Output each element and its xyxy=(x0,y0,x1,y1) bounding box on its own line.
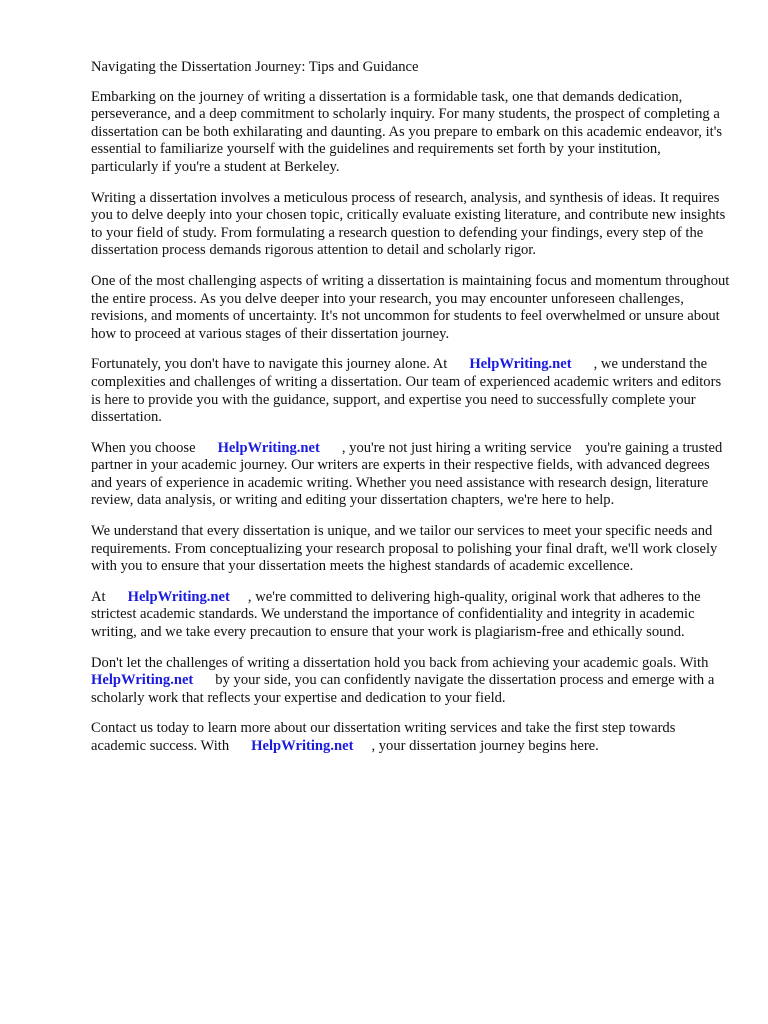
paragraph-process: Writing a dissertation involves a meticulous process of research, analysis, and synthesis of ideas. It requires you to delve deeply into your chosen topic, critically evaluate existing literature, and contribute new insights to your field of study. From formulating a research question to defending your findings, every step of the dissertation process demands rigorous attention to detail and scholarly rigor. xyxy=(91,189,726,259)
helpwriting-link[interactable]: HelpWriting.net xyxy=(127,588,230,605)
text-segment: , we understand the complexities and challenges of writing a dissertation. Our team of experienced academic writers and editors is here to provide you with the guidance, support, and expertise you need to successfully complete your dissertation. xyxy=(91,356,722,426)
text-segment: Don't let the challenges of writing a dissertation hold you back from achieving your academic goals. With xyxy=(91,654,709,671)
helpwriting-link[interactable]: HelpWriting.net xyxy=(469,356,572,373)
helpwriting-link[interactable]: HelpWriting.net xyxy=(251,738,354,754)
text-segment: When you choose xyxy=(91,439,196,456)
text-segment: , you're not just hiring a writing service xyxy=(341,439,572,456)
paragraph-dont-let xyxy=(91,655,731,708)
paragraph-fortunately xyxy=(91,356,731,426)
paragraph-choose xyxy=(91,440,731,510)
text-segment: At xyxy=(91,588,106,605)
text-segment: , we're committed to delivering high-quality, original work that adheres to the strictest academic standards. We understand the importance of confidentiality and integrity in academic writing, and we take every precaution to ensure that your work is plagiarism-free and ethically sound. xyxy=(91,588,701,641)
document-title: Navigating the Dissertation Journey: Tips and Guidance xyxy=(91,59,419,75)
helpwriting-link[interactable]: HelpWriting.net xyxy=(91,672,194,689)
text-segment: by your side, you can confidently navigate the dissertation process and emerge with a scholarly work that reflects your expertise and dedication to your field. xyxy=(91,672,715,706)
document-page xyxy=(91,59,731,769)
text-segment: Contact us today to learn more about our dissertation writing services and take the first step towards academic success. With xyxy=(91,720,676,754)
paragraph-committed xyxy=(91,589,731,642)
paragraph-contact xyxy=(91,720,731,755)
paragraph-unique: We understand that every dissertation is unique, and we tailor our services to meet your specific needs and requirements. From conceptualizing your research proposal to polishing your final draft, we'll work closely with you to ensure that your dissertation meets the highest standards of academic excellence. xyxy=(91,523,718,575)
paragraph-intro: Embarking on the journey of writing a dissertation is a formidable task, one that demands dedication, perseverance, and a deep commitment to scholarly inquiry. For many students, the prospect of completing a dissertation can be both exhilarating and daunting. As you prepare to embark on this academic endeavor, it's essential to familiarize yourself with the guidelines and requirements set forth by your institution, particularly if you're a student at Berkeley. xyxy=(91,88,723,175)
helpwriting-link[interactable]: HelpWriting.net xyxy=(217,439,320,456)
paragraph-challenges: One of the most challenging aspects of writing a dissertation is maintaining focus and momentum throughout the entire process. As you delve deeper into your research, you may encounter unforeseen challenges, revisions, and moments of uncertainty. It's not uncommon for students to feel overwhelmed or unsure about how to proceed at various stages of their dissertation journey. xyxy=(91,272,730,342)
text-segment: Fortunately, you don't have to navigate this journey alone. At xyxy=(91,356,448,373)
text-segment: you're gaining a trusted partner in your academic journey. Our writers are experts in their respective fields, with advanced degrees and years of experience in academic writing. Whether you need assistance with research design, literature review, data analysis, or writing and editing your dissertation chapters, we're here to help. xyxy=(91,439,723,509)
text-segment: , your dissertation journey begins here. xyxy=(371,738,599,754)
